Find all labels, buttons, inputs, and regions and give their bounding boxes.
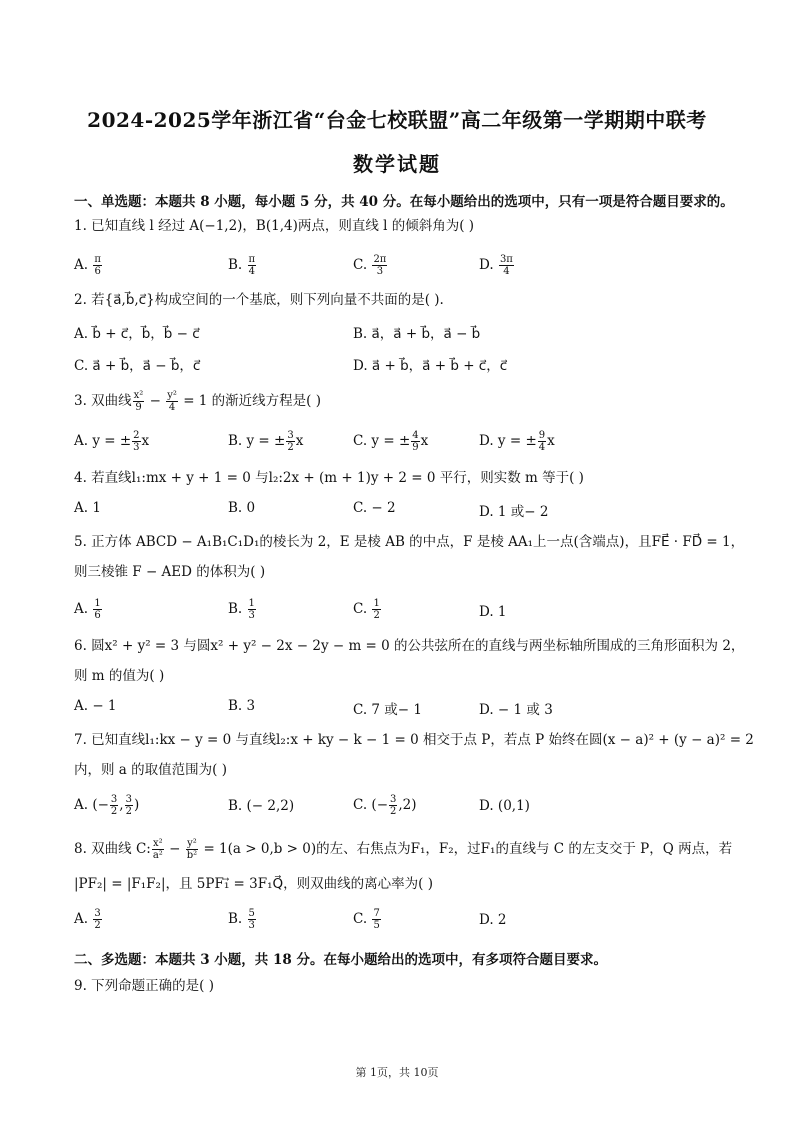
- exam-title: 2024-2025学年浙江省“台金七校联盟”高二年级第一学期期中联考: [87, 108, 707, 132]
- question-8-option-d: D. 2: [479, 912, 507, 928]
- question-7-option-a: A. (− $\frac{3}{2}$ , $\frac{3}{2}$ ): [74, 794, 140, 817]
- question-3-option-d: D. y = ± $\frac{9}{4}$ x: [479, 430, 555, 453]
- question-6-option-a: A. − 1: [74, 698, 117, 714]
- question-3-option-b: B. y = ± $\frac{3}{2}$ x: [228, 430, 304, 453]
- question-7-stem-line1: 7. 已知直线l₁:kx − y = 0 与直线l₂:x + ky − k − 1 = 0 相交于点 P，若点 P 始终在圆(x − a)² + (y − a)² = 2: [74, 732, 754, 748]
- question-7-option-b: B. (− 2,2): [228, 798, 295, 814]
- question-1-option-c: C. $\frac{2\pi}{3}$: [353, 254, 387, 277]
- question-1-stem: 1. 已知直线 l 经过 A(−1,2)，B(1,4)两点，则直线 l 的倾斜角为( ): [74, 218, 475, 234]
- question-2-option-a: A. b⃗ + c⃗，b⃗，b⃗ − c⃗: [74, 326, 200, 342]
- question-5-option-a: A. $\frac{1}{6}$: [74, 598, 101, 621]
- question-8-option-b: B. $\frac{5}{3}$: [228, 908, 255, 931]
- question-1-option-d: D. $\frac{3\pi}{4}$: [479, 254, 513, 277]
- exam-subtitle: 数学试题: [353, 152, 441, 176]
- question-1-option-b: B. $\frac{\pi}{4}$: [228, 254, 256, 277]
- section-heading-single-choice: 一、单选题：本题共 8 小题，每小题 5 分，共 40 分。在每小题给出的选项中，只有一项是符合题目要求的。: [74, 194, 734, 210]
- question-1-option-a: A. $\frac{\pi}{6}$: [74, 254, 101, 277]
- question-2-option-d: D. a⃗ + b⃗，a⃗ + b⃗ + c⃗，c⃗: [353, 358, 508, 374]
- question-2-option-c: C. a⃗ + b⃗，a⃗ − b⃗，c⃗: [74, 358, 201, 374]
- question-7-option-d: D. (0,1): [479, 798, 530, 814]
- question-3-option-a: A. y = ± $\frac{2}{3}$ x: [74, 430, 150, 453]
- question-4-option-b: B. 0: [228, 500, 256, 516]
- question-4-option-a: A. 1: [74, 500, 101, 516]
- question-3-stem: 3. 双曲线 $\frac{\text{x²}}{9}$ − $\frac{\text{y²}}{4}$ = 1 的渐近线方程是( ): [74, 390, 322, 413]
- question-4-option-d: D. 1 或− 2: [479, 504, 549, 520]
- question-5-option-d: D. 1: [479, 604, 507, 620]
- question-6-option-c: C. 7 或− 1: [353, 702, 423, 718]
- question-4-stem: 4. 若直线l₁:mx + y + 1 = 0 与l₂:2x + (m + 1)y + 2 = 0 平行，则实数 m 等于( ): [74, 470, 584, 486]
- question-2-option-b: B. a⃗，a⃗ + b⃗，a⃗ − b⃗: [353, 326, 481, 342]
- question-5-stem-line1: 5. 正方体 ABCD − A₁B₁C₁D₁的棱长为 2，E 是棱 AB 的中点，F 是棱 AA₁上一点(含端点)，且FE⃗ · FD⃗ = 1，: [74, 534, 745, 550]
- section-heading-multiple-choice: 二、多选题：本题共 3 小题，共 18 分。在每小题给出的选项中，有多项符合题目要求。: [74, 952, 607, 968]
- question-5-option-c: C. $\frac{1}{2}$: [353, 598, 380, 621]
- question-8-stem-line2: |PF₂| = |F₁F₂|，且 5PF₁⃗ = 3F₁Q⃗，则双曲线的离心率为( ): [74, 876, 433, 892]
- question-3-option-c: C. y = ± $\frac{4}{9}$ x: [353, 430, 429, 453]
- question-6-stem-line2: 则 m 的值为( ): [74, 668, 165, 684]
- question-8-stem-line1: 8. 双曲线 C: $\frac{\text{x²}}{\text{a²}}$ − $\frac{\text{y²}}{\text{b²}}$ = 1(a > 0,b > 0)的左、右焦点为F₁，F₂，过F₁的直线与 C 的左支交于 P，Q 两点，若: [74, 838, 733, 861]
- question-9-stem: 9. 下列命题正确的是( ): [74, 978, 214, 994]
- page-footer: 第 1页，共 10页: [355, 1066, 439, 1079]
- question-6-stem-line1: 6. 圆x² + y² = 3 与圆x² + y² − 2x − 2y − m = 0 的公共弦所在的直线与两坐标轴所围成的三角形面积为 2，: [74, 638, 745, 654]
- question-2-stem: 2. 若{a⃗,b⃗,c⃗}构成空间的一个基底，则下列向量不共面的是( ).: [74, 292, 444, 308]
- question-7-option-c: C. (− $\frac{3}{2}$ ,2): [353, 794, 417, 817]
- question-7-stem-line2: 内，则 a 的取值范围为( ): [74, 762, 227, 778]
- question-5-stem-line2: 则三棱锥 F − AED 的体积为( ): [74, 564, 266, 580]
- question-8-option-a: A. $\frac{3}{2}$: [74, 908, 101, 931]
- question-6-option-d: D. − 1 或 3: [479, 702, 553, 718]
- question-8-option-c: C. $\frac{7}{5}$: [353, 908, 380, 931]
- question-4-option-c: C. − 2: [353, 500, 396, 516]
- question-5-option-b: B. $\frac{1}{3}$: [228, 598, 255, 621]
- question-6-option-b: B. 3: [228, 698, 256, 714]
